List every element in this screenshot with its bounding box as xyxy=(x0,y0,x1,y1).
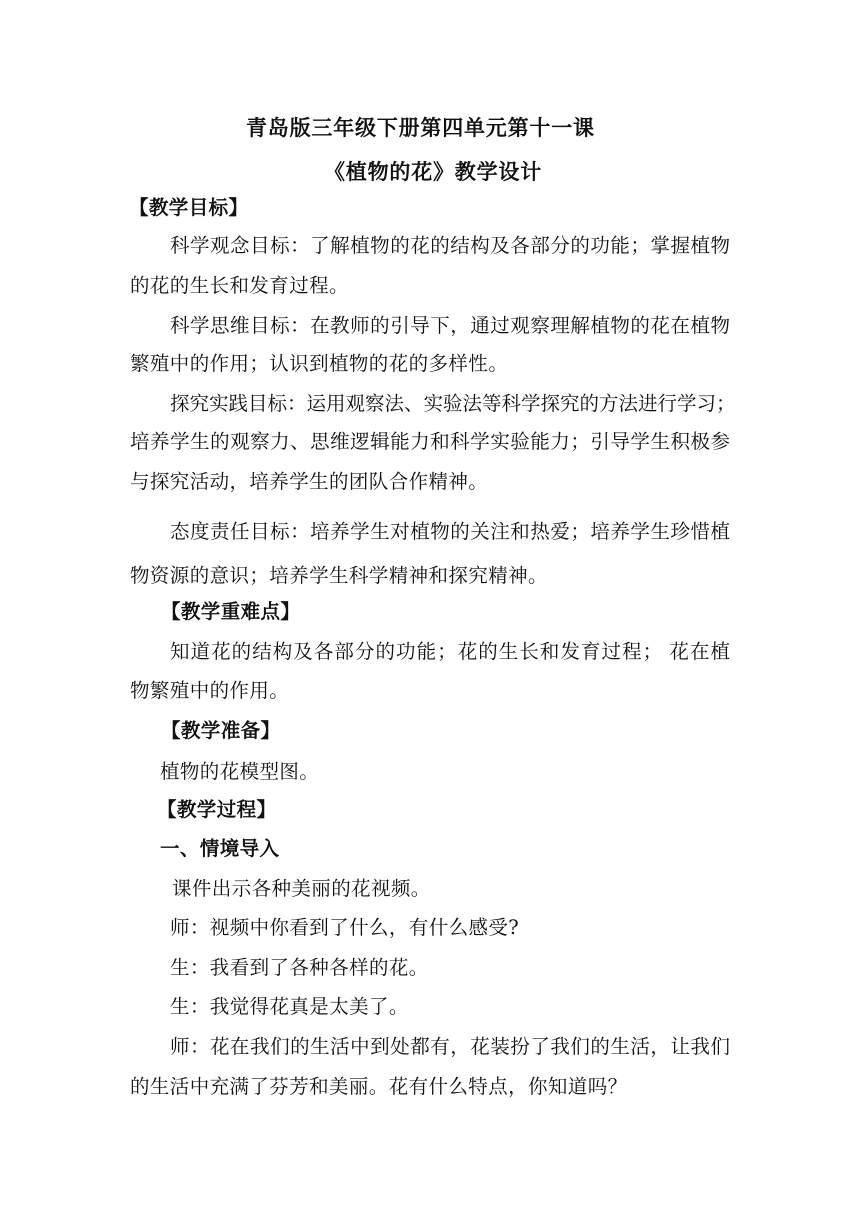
keypoints-line-1: 知道花的结构及各部分的功能；花的生长和发育过程； 花在植 xyxy=(170,640,730,663)
paragraph-5-line-1: 师：花在我们的生活中到处都有，花装扮了我们的生活，让我们 xyxy=(170,1035,730,1058)
paragraph-3: 生：我看到了各种各样的花。 xyxy=(170,956,429,979)
paragraph-2: 师：视频中你看到了什么，有什么感受? xyxy=(170,916,520,939)
goal1-line-2: 的花的生长和发育过程。 xyxy=(130,274,349,297)
goal3-line-1: 探究实践目标：运用观察法、实验法等科学探究的方法进行学习； xyxy=(170,392,736,415)
paragraph-4: 生：我觉得花真是太美了。 xyxy=(170,995,409,1018)
goal3-line-3: 与探究活动，培养学生的团队合作精神。 xyxy=(130,470,489,493)
process-heading: 【教学过程】 xyxy=(157,798,277,821)
title-line-1: 青岛版三年级下册第四单元第十一课 xyxy=(246,115,595,140)
keypoints-heading: 【教学重难点】 xyxy=(161,600,301,623)
keypoints-line-2: 物繁殖中的作用。 xyxy=(130,679,290,702)
goals-heading: 【教学目标】 xyxy=(129,196,249,219)
goal4-line-2: 物资源的意识；培养学生科学精神和探究精神。 xyxy=(130,564,548,587)
goal2-line-1: 科学思维目标：在教师的引导下，通过观察理解植物的花在植物 xyxy=(170,314,730,337)
paragraph-1: 课件出示各种美丽的花视频。 xyxy=(172,877,431,900)
paragraph-5-line-2: 的生活中充满了芬芳和美丽。花有什么特点，你知道吗？ xyxy=(130,1075,628,1098)
goal3-line-2: 培养学生的观察力、思维逻辑能力和科学实验能力；引导学生积极参 xyxy=(130,430,730,453)
goal1-line-1: 科学观念目标：了解植物的花的结构及各部分的功能；掌握植物 xyxy=(170,234,730,257)
title-line-2: 《植物的花》教学设计 xyxy=(324,159,542,184)
section-1-heading: 一、情境导入 xyxy=(160,837,280,860)
goal4-line-1: 态度责任目标：培养学生对植物的关注和热爱；培养学生珍惜植 xyxy=(170,520,730,543)
goal2-line-2: 繁殖中的作用；认识到植物的花的多样性。 xyxy=(130,352,509,375)
prep-heading: 【教学准备】 xyxy=(161,719,281,742)
prep-text: 植物的花模型图。 xyxy=(160,760,320,783)
